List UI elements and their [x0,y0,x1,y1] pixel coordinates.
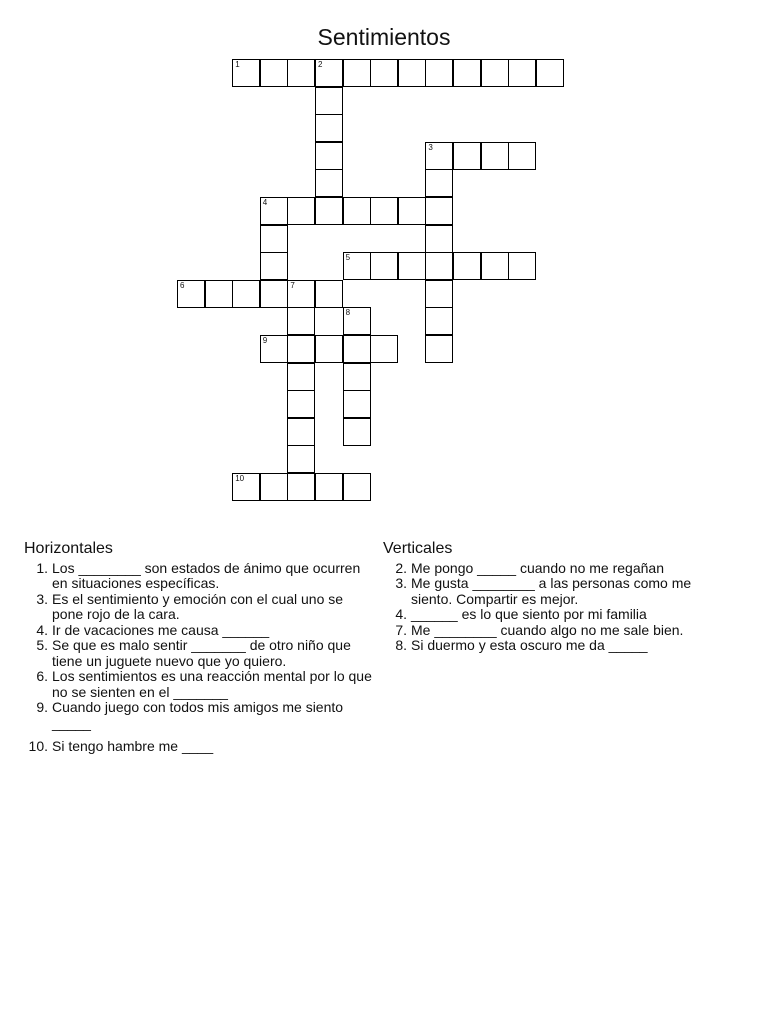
grid-cell[interactable] [315,142,343,170]
grid-cell[interactable] [453,59,481,87]
grid-cell[interactable] [260,280,288,308]
grid-cell[interactable] [425,197,453,225]
clue-text: Es el sentimiento y emoción con el cual uno se pone rojo de la cara. [52,590,344,622]
grid-cell[interactable] [315,335,343,363]
grid-cell[interactable] [343,390,371,418]
grid-cell[interactable] [508,142,536,170]
clue-number-label: 3 [428,142,433,152]
grid-cell[interactable] [481,252,509,280]
across-clue-3 [24,592,374,623]
clue-number: 4. [36,621,48,638]
grid-cell[interactable] [425,59,453,87]
clue-number: 3. [395,575,407,591]
clue-number: 7. [395,621,407,638]
grid-cell[interactable] [315,169,343,197]
grid-cell[interactable] [287,473,315,501]
grid-cell[interactable] [481,142,509,170]
grid-cell[interactable] [315,59,343,87]
grid-cell[interactable] [287,445,315,473]
grid-cell[interactable] [343,59,371,87]
clue-number-label: 2 [318,60,323,69]
grid-cell[interactable] [453,252,481,280]
grid-cell[interactable] [287,280,315,308]
grid-cell[interactable] [536,59,564,87]
grid-cell[interactable] [398,252,426,280]
clue-number: 3. [36,590,48,607]
grid-cell[interactable] [260,335,288,363]
grid-cell[interactable] [287,363,315,391]
clue-number: 2. [395,559,407,576]
grid-cell[interactable] [232,280,260,308]
grid-cell[interactable] [260,473,288,501]
grid-cell[interactable] [370,197,398,225]
clue-number: 9. [36,699,48,715]
down-clues [383,541,733,654]
puzzle-title: Sentimientos [317,24,451,50]
across-clue-6 [24,669,374,700]
across-clue-4 [24,623,374,639]
grid-cell[interactable] [315,87,343,115]
clue-number: 10. [28,738,48,754]
across-clue-5 [24,638,374,669]
grid-cell[interactable] [425,252,453,280]
grid-cell[interactable] [481,59,509,87]
clue-text: ______ es lo que siento por mi familia [411,606,647,622]
clue-text: Me gusta ________ a las personas como me siento. Compartir es mejor. [411,575,692,607]
clue-number-label: 10 [235,474,245,483]
down-clue-3 [383,576,733,607]
grid-cell[interactable] [315,473,343,501]
across-clue-10 [24,739,374,755]
grid-cell[interactable] [260,252,288,280]
clue-text: Cuando juego con todos mis amigos me siento _____ [52,699,344,731]
clue-number-label: 8 [345,308,351,318]
clue-text: Los sentimientos es una reacción mental por lo que no se sienten en el _______ [52,668,372,700]
grid-cell[interactable] [315,280,343,308]
grid-cell[interactable] [260,225,288,253]
clue-text: Se que es malo sentir _______ de otro niño que tiene un juguete nuevo que yo quiero. [52,637,351,669]
clue-number-label: 7 [290,280,295,290]
grid-cell[interactable] [425,335,453,363]
grid-cell[interactable] [287,390,315,418]
clue-number: 6. [36,668,48,684]
across-heading: Horizontales [24,540,113,557]
grid-cell[interactable] [343,473,371,501]
grid-cell[interactable] [232,59,260,87]
grid-cell[interactable] [232,473,260,501]
clue-number: 1. [36,559,48,576]
grid-cell[interactable] [425,225,453,253]
down-clue-7 [383,623,733,639]
clue-number-label: 1 [235,60,240,69]
grid-cell[interactable] [398,197,426,225]
grid-cell[interactable] [453,142,481,170]
down-clue-4 [383,607,733,623]
grid-cell[interactable] [370,252,398,280]
clue-text: Los ________ son estados de ánimo que ocurren en situaciones específicas. [52,559,361,591]
grid-cell[interactable] [287,335,315,363]
clue-number-label: 4 [262,198,268,207]
grid-cell[interactable] [343,418,371,446]
grid-cell[interactable] [343,335,371,363]
grid-cell[interactable] [260,59,288,87]
clue-text: Si tengo hambre me ____ [52,738,214,754]
grid-cell[interactable] [425,307,453,335]
grid-cell[interactable] [260,197,288,225]
grid-cell[interactable] [343,252,371,280]
grid-cell[interactable] [205,280,233,308]
grid-cell[interactable] [370,335,398,363]
down-clue-8 [383,638,733,654]
clue-text: Ir de vacaciones me causa ______ [52,621,270,638]
clue-number-label: 6 [180,280,185,290]
grid-cell[interactable] [343,363,371,391]
across-clues [24,541,374,755]
grid-cell[interactable] [398,59,426,87]
grid-cell[interactable] [508,252,536,280]
grid-cell[interactable] [425,142,453,170]
clue-text: Si duermo y esta oscuro me da _____ [411,637,648,653]
clue-text: Me ________ cuando algo no me sale bien. [411,621,684,638]
clue-number: 4. [395,606,407,622]
grid-cell[interactable] [425,169,453,197]
down-heading: Verticales [383,540,453,557]
grid-cell[interactable] [343,307,371,335]
grid-cell[interactable] [315,114,343,142]
grid-cell[interactable] [508,59,536,87]
clue-number-label: 5 [345,253,351,263]
grid-cell[interactable] [425,280,453,308]
clue-number: 8. [395,637,407,653]
grid-cell[interactable] [287,418,315,446]
grid-cell[interactable] [370,59,398,87]
grid-cell[interactable] [177,280,205,308]
clue-number-label: 9 [262,336,268,345]
clue-number: 5. [36,637,48,653]
across-clue-9 [24,700,374,731]
across-clue-1 [24,561,374,592]
grid-cell[interactable] [287,307,315,335]
down-clue-2 [383,561,733,577]
grid-cell[interactable] [287,59,315,87]
grid-cell[interactable] [343,197,371,225]
grid-cell[interactable] [315,197,343,225]
clue-text: Me pongo _____ cuando no me regañan [411,559,664,576]
grid-cell[interactable] [287,197,315,225]
